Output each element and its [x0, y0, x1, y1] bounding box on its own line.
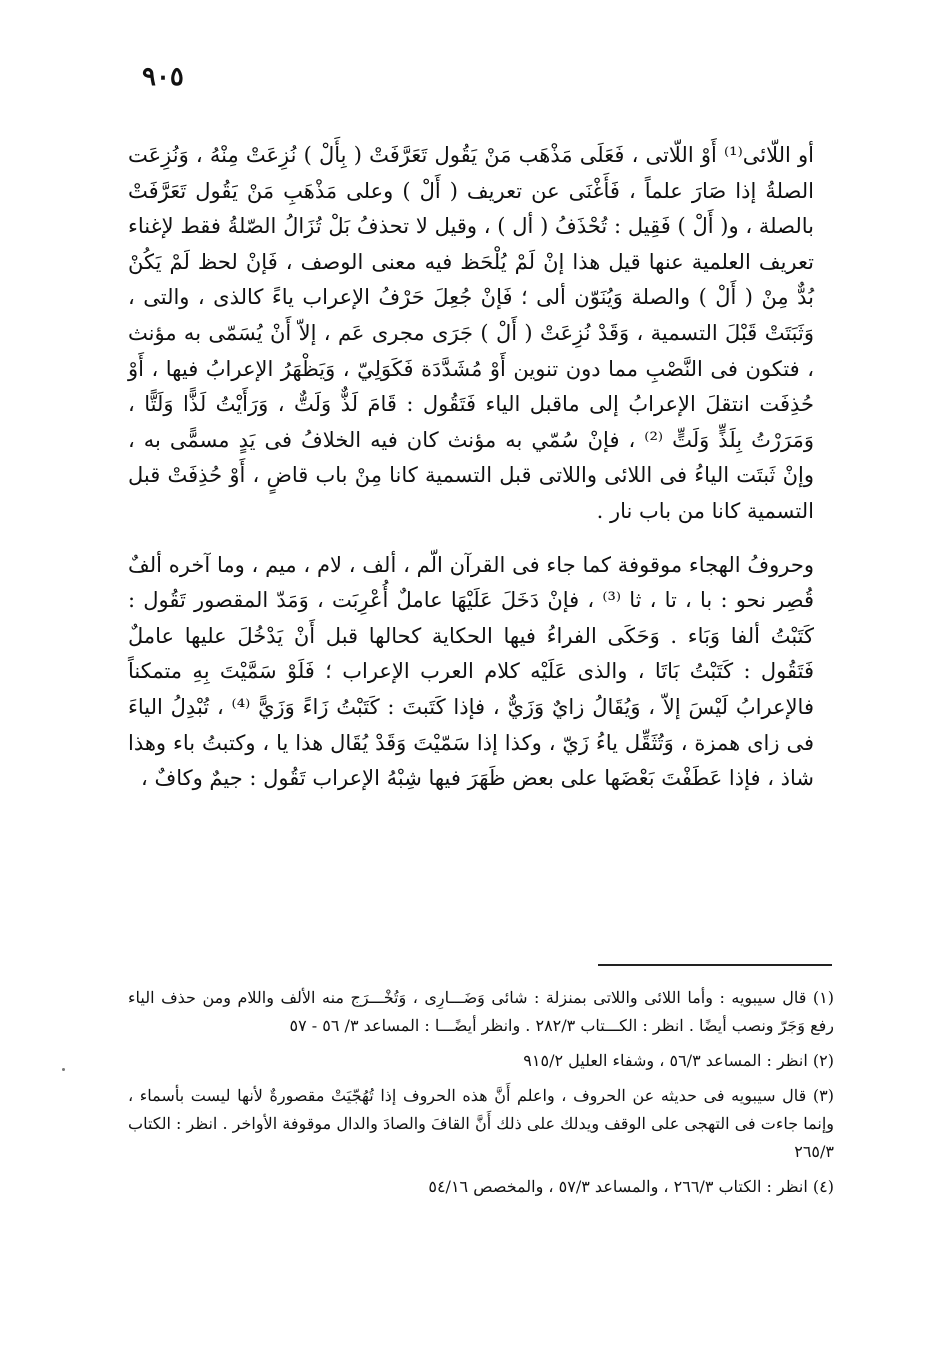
paragraph: أو اللّائى⁽¹⁾ أَوْ اللّاتى ، فَعَلَى مَذْهَب مَنْ يَقُول تَعَرَّفَتْ ( بِأَلْ ) نُزِعَتْ مِنْهُ ، وَنُزِعَت الصلةُ إذا صَارَ علماً ، فَأَغْنَى عن تعريف ( أَلْ ) وعلى مَذْهَبِ مَنْ يَقُول تَعَرَّفَتْ بالصلة ، و( أَلْ ) فَقِيل : تُحْذَفُ ( أل ) ، وقيل لا تحذفُ بَلْ تُزَالُ الصّلةُ فقط لإغناء تعريف العلمية عنها قيل هذا إنْ لَمْ يُلْحَظ فيه معنى الوصف ، فَإنْ لحظ لَمْ يَكُنْ بُدٌّ مِنْ ( أَلْ ) والصلة وَيُنَوّن ألى ؛ فَإنْ جُعِلَ حَرْفُ الإعراب ياءً كالذى ، والتى ، وَثَبَتَتْ قَبْلَ التسمية ، وَقَدْ نُزِعَتْ ( أَلْ ) جَرَى مجرى عَم ، إلاّ أَنْ يُسَمّى به مؤنث ، فتكون فى النَّصْبِ مما دون تنوين أَوْ مُشَدَّدَة فَكَوَلِيّ ، وَيَظْهَرُ الإعرابُ فيها ، أَوْ حُذِفَت انتقلَ الإعرابُ إلى ماقبل الياء فَتَقُول : قَامَ لَذٌّ وَلَتٌّ ، وَرَأَيْتُ لَذًّا وَلَتًّا ، وَمَرَرْتُ بِلَذٍّ وَلَتٍّ ⁽²⁾ ، فإنْ سُمّي به مؤنث كان فيه الخلافُ فى يَدٍ مسمًّى به ، وإنْ ثَبتَت الياءُ فى اللائى واللاتى قبل التسمية كانا مِنْ باب قاضٍ ، أَوْ حُذِفَتْ قبل التسمية كانا من باب نار . — [128, 143, 815, 523]
footnote-separator — [598, 964, 832, 966]
footnote: (٤) انظر : الكتاب ٢٦٦/٣ ، والمساعد ٥٧/٣ ، والمخصص ٥٤/١٦ — [428, 1177, 834, 1196]
margin-speck — [62, 1068, 65, 1071]
footnote: (١) قال سيبويه : وأما اللائى واللاتى بمنزلة : شائى وَضَـــارِى ، وَتُخْـــرَج منه الألف واللام ومن حذف الياء رفع وَجَرّ ونصب أيضًا . انظر : الكـــتاب ٢٨٢/٣ . وانظر أيضًـــا : المساعد ٣/ ٥٦ - ٥٧ — [128, 988, 834, 1035]
footnote: (٣) قال سيبويه فى حديثه عن الحروف ، واعلم أَنَّ هذه الحروف إذا تُهُجّيَتْ مقصورةٌ لأنها ليست بأسماء ، وإنما جاءت فى التهجى على الوقف ويدلك على ذلك أَنَّ القافَ والصادَ والدال موقوفة الأواخر . انظر : الكتاب ٢٦٥/٣ — [128, 1086, 835, 1161]
paragraph: وحروفُ الهجاء موقوفة كما جاء فى القرآن الّم ، ألف ، لام ، ميم ، وما آخره ألفٌ قُصِر نحو : با ، تا ، ثا ⁽³⁾ ، فإنْ دَخَلَ عَلَيْهَا عاملٌ أُعْرِبَت ، وَمَدّ المقصور تَقُول : كَتَبْتُ ألفا وَبَاء . وَحَكَى الفراءُ فيها الحكاية كحالها قبل أَنْ يَدْخُلَ عليها عاملٌ فَتَقُول : كَتَبْتُ بَاتَا ، والذى عَلَيْه كلام العرب الإعراب ؛ فَلَوْ سَمَّيْتَ بِهِ متمكناً فالإعرابُ لَيْسَ إلاّ ، وَيُقَالُ زايٌ وَزَيٌّ ، فإذا كَتَبتَ : كَتَبْتُ زَاءً وَزَيًّ ⁽⁴⁾ ، تُبْدِلُ الياءَ فى زاى همزة ، وَتُثَقِّل ياءُ زَيّ ، وكذا إذا سَمّيْتَ وَقَدْ يُقَال هذا يا ، وكتبتُ باء وهذا شاذ ، فإذا عَطَفْتَ بَعْضَها على بعض ظَهَرَ فيها شِبْهُ الإعراب تَقُول : جيمٌ وكافٌ ، — [128, 552, 814, 791]
page-number: ٩٠٥ — [142, 62, 184, 92]
main-text — [128, 138, 814, 797]
footnotes — [128, 984, 834, 1208]
footnote: (٢) انظر : المساعد ٥٦/٣ ، وشفاء العليل ٩١٥/٢ — [523, 1051, 834, 1070]
